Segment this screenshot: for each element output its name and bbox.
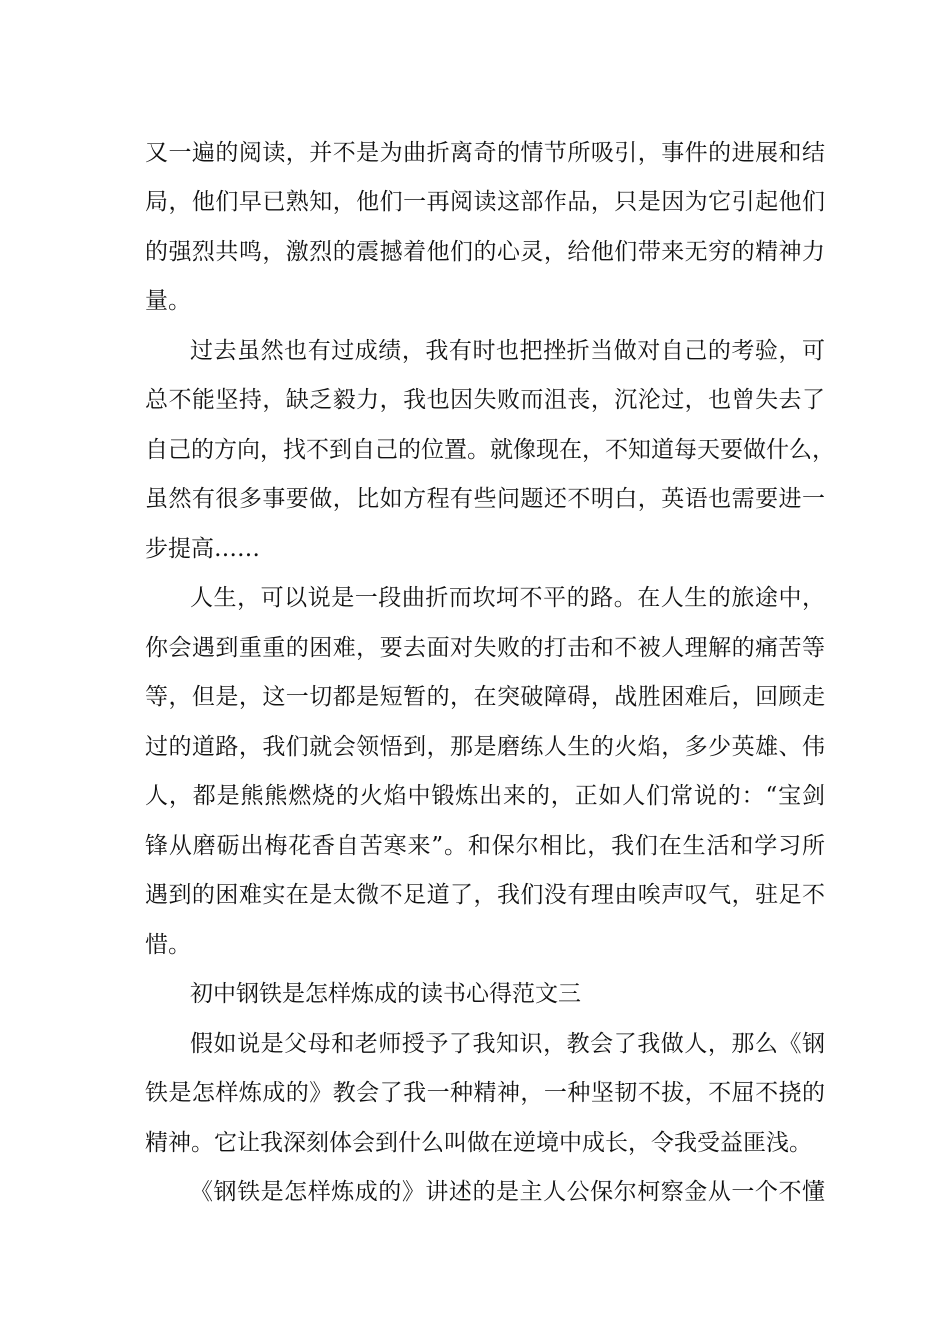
- paragraph-first-line: 《钢铁是怎样炼成的》讲述的是主人公保尔柯察金从一个不懂: [190, 1179, 825, 1205]
- text-line: 人，都是熊熊燃烧的火焰中锻炼出来的，正如人们常说的：“宝剑: [145, 783, 825, 809]
- text-line: 等，但是，这一切都是短暂的，在突破障碍，战胜困难后，回顾走: [145, 684, 825, 710]
- text-line: 你会遇到重重的困难，要去面对失败的打击和不被人理解的痛苦等: [145, 635, 825, 661]
- text-line: 精神。它让我深刻体会到什么叫做在逆境中成长，令我受益匪浅。: [145, 1130, 812, 1156]
- paragraph-first-line: 假如说是父母和老师授予了我知识，教会了我做人，那么《钢: [190, 1031, 825, 1057]
- text-line: 惜。: [145, 932, 191, 958]
- text-line: 局，他们早已熟知，他们一再阅读这部作品，只是因为它引起他们: [145, 189, 825, 215]
- text-line: 总不能坚持，缺乏毅力，我也因失败而沮丧，沉沦过，也曾失去了: [145, 387, 825, 413]
- text-line: 锋从磨砺出梅花香自苦寒来”。和保尔相比，我们在生活和学习所: [145, 833, 825, 859]
- text-line: 过的道路，我们就会领悟到，那是磨练人生的火焰，多少英雄、伟: [145, 734, 825, 760]
- section-heading: 初中钢铁是怎样炼成的读书心得范文三: [190, 981, 581, 1007]
- text-line: 步提高……: [145, 536, 260, 562]
- text-line: 遇到的困难实在是太微不足道了，我们没有理由唉声叹气，驻足不: [145, 882, 825, 908]
- text-line: 量。: [145, 288, 191, 314]
- text-line: 虽然有很多事要做，比如方程有些问题还不明白，英语也需要进一: [145, 486, 825, 512]
- paragraph-first-line: 过去虽然也有过成绩，我有时也把挫折当做对自己的考验，可: [190, 338, 825, 364]
- paragraph-first-line: 人生，可以说是一段曲折而坎坷不平的路。在人生的旅途中，: [190, 585, 825, 611]
- text-line: 又一遍的阅读，并不是为曲折离奇的情节所吸引，事件的进展和结: [145, 140, 825, 166]
- text-line: 的强烈共鸣，激烈的震撼着他们的心灵，给他们带来无穷的精神力: [145, 239, 825, 265]
- text-line: 自己的方向，找不到自己的位置。就像现在，不知道每天要做什么，: [145, 437, 835, 463]
- text-line: 铁是怎样炼成的》教会了我一种精神，一种坚韧不拔，不屈不挠的: [145, 1080, 825, 1106]
